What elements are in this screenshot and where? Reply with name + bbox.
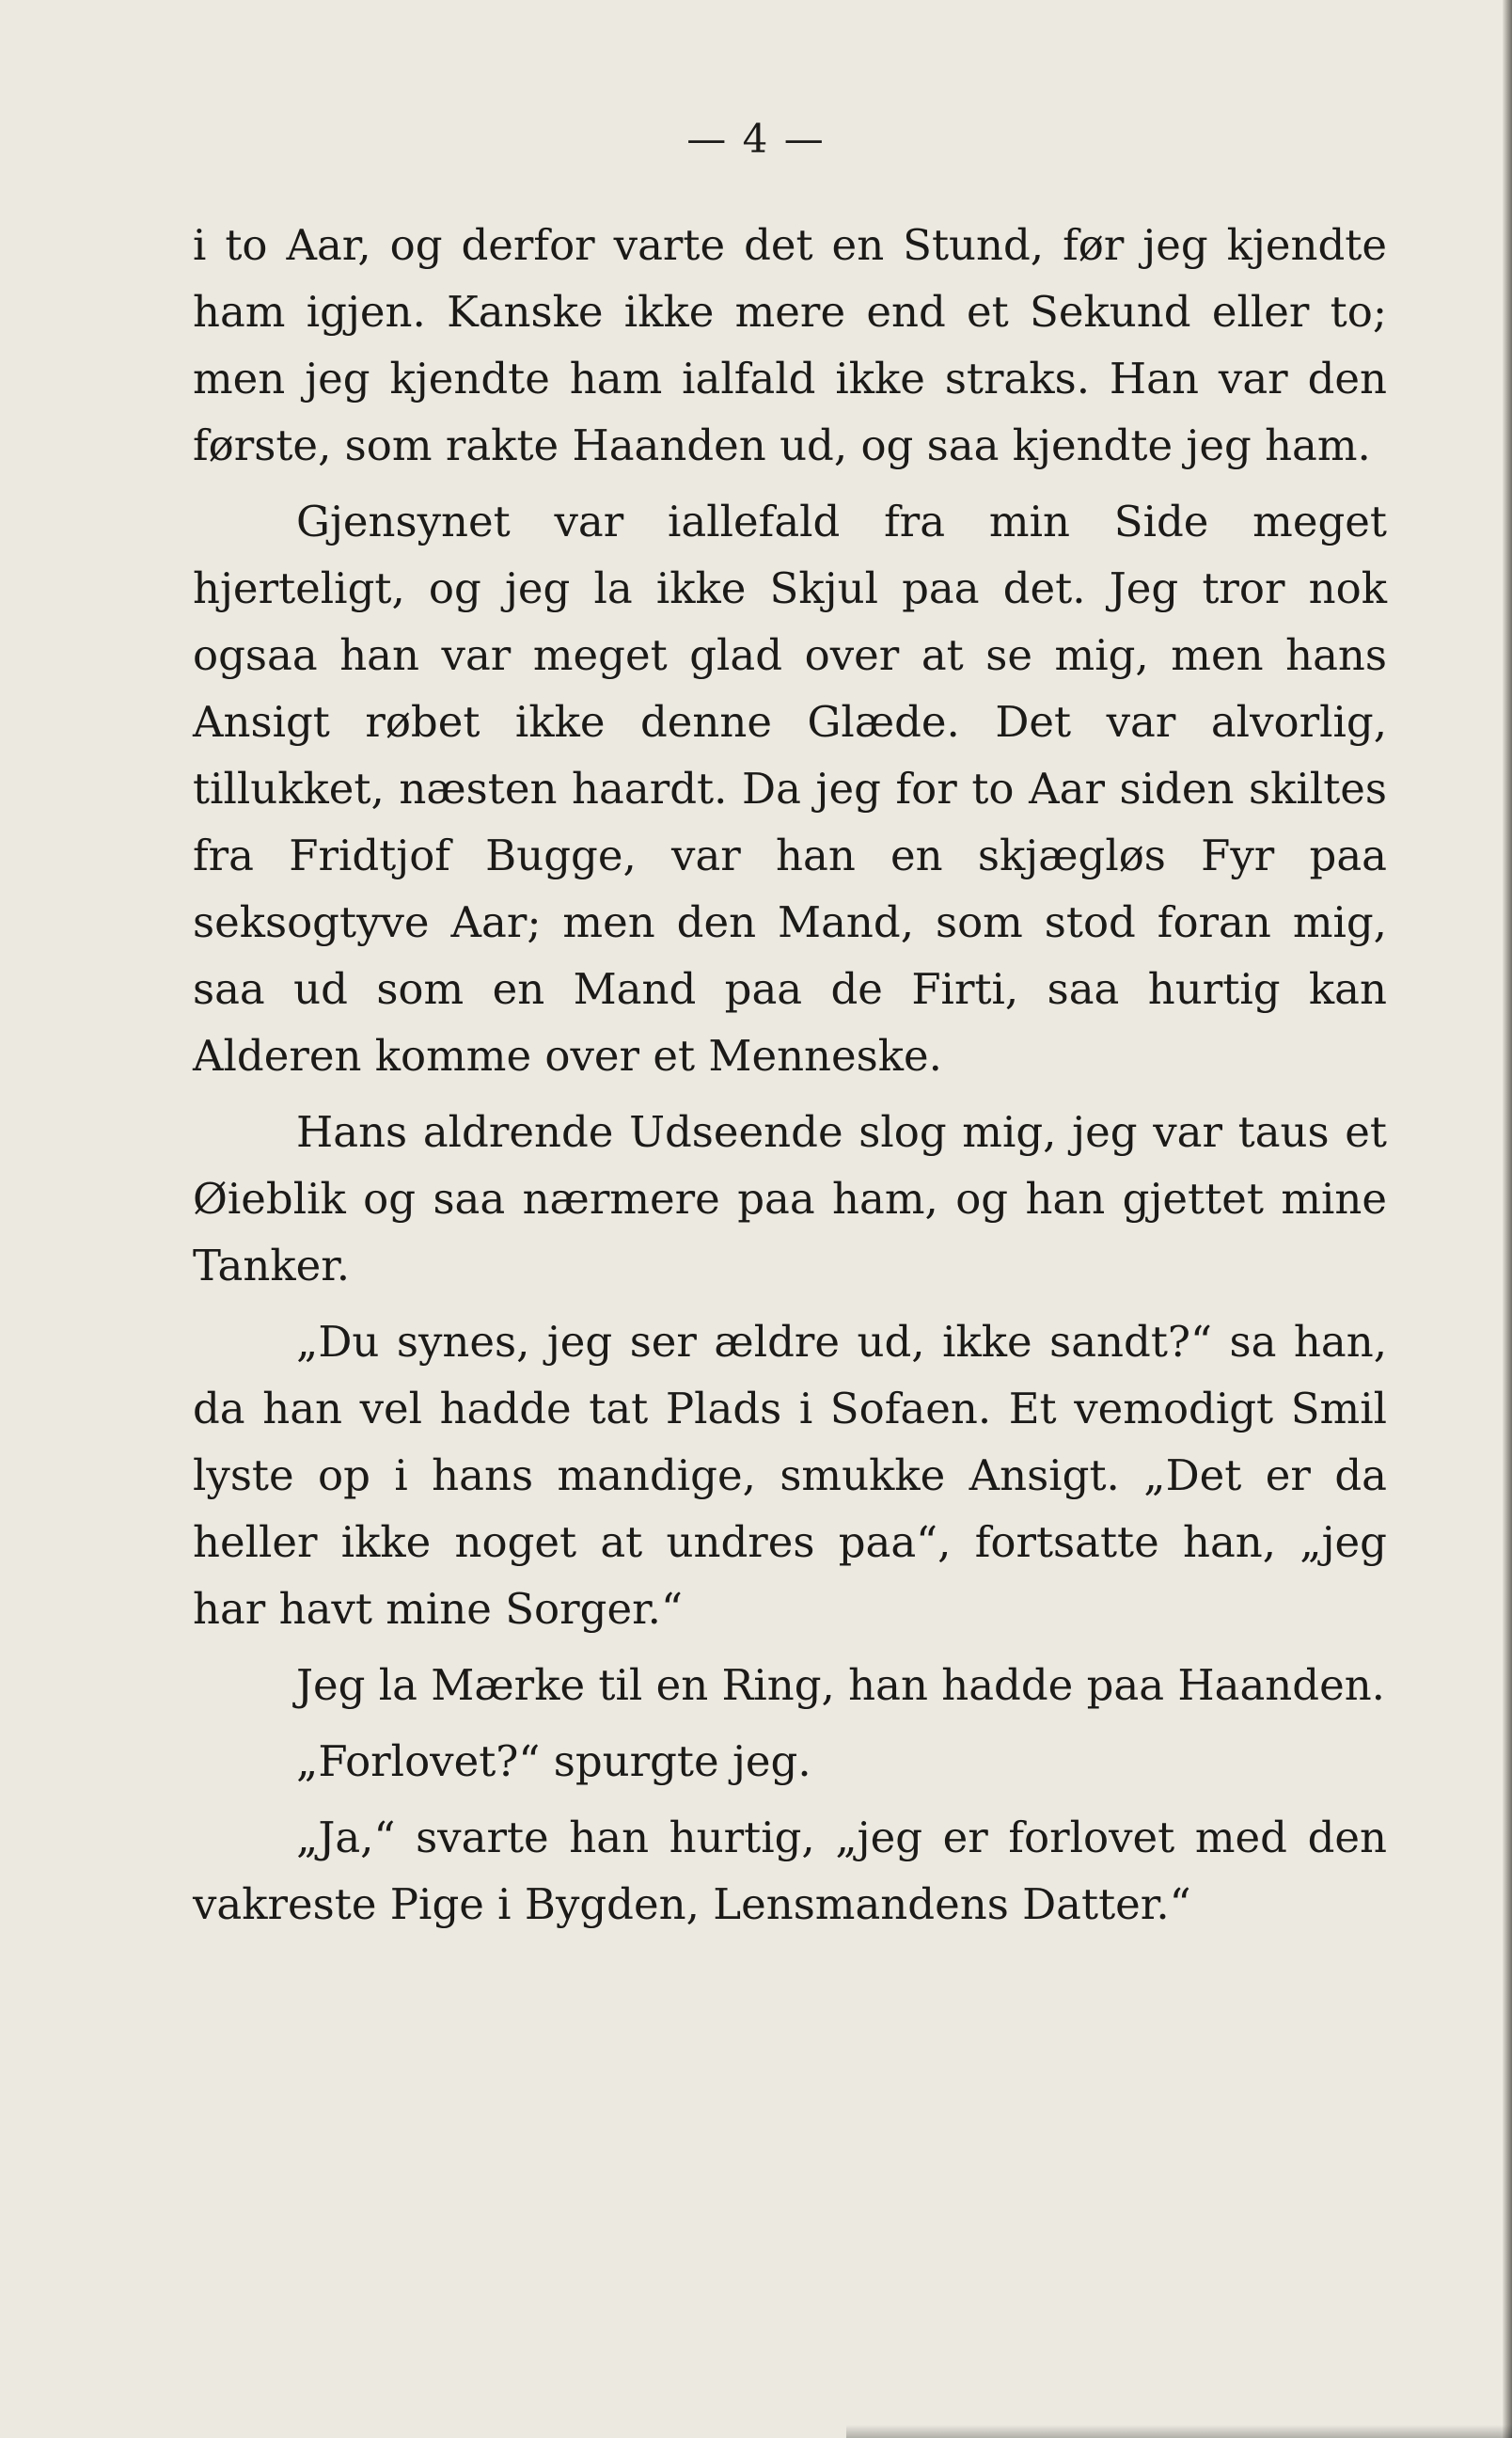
- paragraph-3: Hans aldrende Udseende slog mig, jeg var taus et Øieblik og saa nærmere paa ham, og han gjettet mine Tanker.: [193, 1107, 1387, 1290]
- paragraph-2: Gjensynet var iallefald fra min Side meget hjerteligt, og jeg la ikke Skjul paa det. Jeg tror nok ogsaa han var meget glad over at se mig, men hans Ansigt røbet ikke denne Glæde. Det var alvorlig, tillukket, næsten haardt. Da jeg for to Aar siden skiltes fra Fridtjof Bugge, var han en skjægløs Fyr paa seksogtyve Aar; men den Mand, som stod foran mig, saa ud som en Mand paa de Firti, saa hurtig kan Alderen komme over et Menneske.: [193, 497, 1387, 1081]
- paragraph-6: „Forlovet?“ spurgte jeg.: [296, 1736, 811, 1786]
- paragraph-1: i to Aar, og derfor varte det en Stund, før jeg kjendte ham igjen. Kanske ikke mere end et Sekund eller to; men jeg kjendte ham ialfald ikke straks. Han var den første, som rakte Haanden ud, og saa kjendte jeg ham.: [193, 220, 1387, 470]
- paragraph-7: „Ja,“ svarte han hurtig, „jeg er forlovet med den vakreste Pige i Bygden, Lensmandens Datter.“: [193, 1813, 1387, 1929]
- page-shadow: [846, 2425, 1512, 2438]
- paragraph-4: „Du synes, jeg ser ældre ud, ikke sandt?“ sa han, da han vel hadde tat Plads i Sofaen. Et vemodigt Smil lyste op i hans mandige, smukke Ansigt. „Det er da heller ikke noget at undres paa“, fortsatte han, „jeg har havt mine Sorger.“: [193, 1317, 1387, 1634]
- page-number: — 4 —: [686, 116, 826, 162]
- paragraph-5: Jeg la Mærke til en Ring, han hadde paa Haanden.: [296, 1660, 1385, 1710]
- page-edge: [1503, 0, 1512, 2438]
- body-text: [193, 212, 1387, 1947]
